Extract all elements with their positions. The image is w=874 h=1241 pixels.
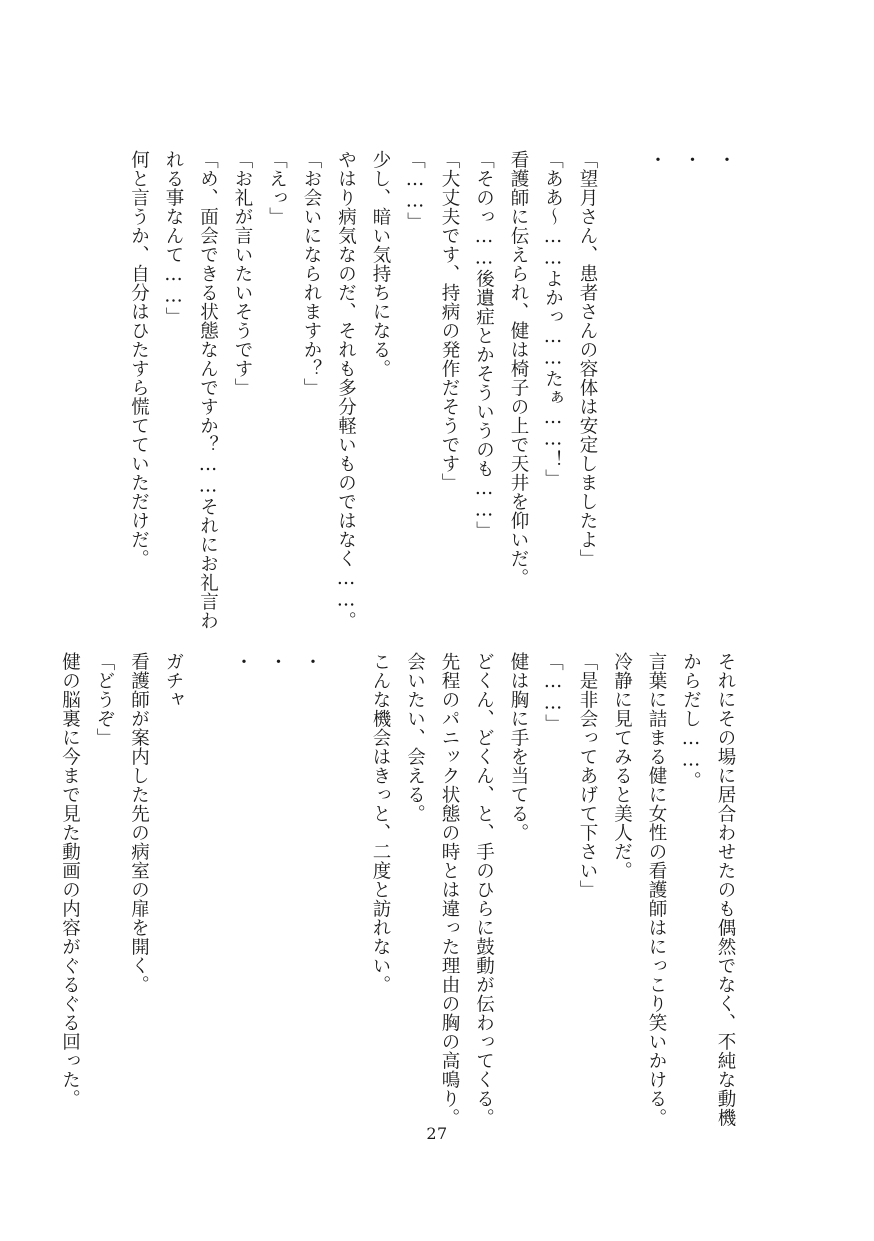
text-line: 「大丈夫です、持病の発作だそうです」 bbox=[439, 150, 460, 492]
text-line: ・ bbox=[232, 652, 253, 671]
text-line: ・ bbox=[301, 652, 322, 671]
text-line: やはり病気なのだ、それも多分軽いものではなく……。 bbox=[335, 150, 357, 630]
text-line: 「どうぞ」 bbox=[94, 652, 115, 747]
text-line: 何と言うか、自分はひたすら慌てていただけだ。 bbox=[128, 150, 150, 568]
text-line: 健は胸に手を当てる。 bbox=[508, 652, 529, 842]
text-line: れる事なんて……」 bbox=[163, 150, 184, 326]
text-line: 看護師に伝えられ、健は椅子の上で天井を仰いだ。 bbox=[508, 150, 529, 587]
text-line: 「……」 bbox=[542, 652, 564, 733]
text-line: 少し、暗い気持ちになる。 bbox=[370, 150, 391, 378]
text-line: 「お礼が言いたいそうです」 bbox=[232, 150, 253, 397]
text-line: ・ bbox=[680, 150, 702, 169]
text-line: 「そのっ……後遺症とかそういうのも……」 bbox=[473, 150, 495, 540]
text-line: ・ bbox=[715, 150, 736, 169]
text-line: 「望月さん、患者さんの容体は安定しましたよ」 bbox=[577, 150, 598, 568]
text-line: からだし……。 bbox=[680, 652, 702, 790]
page-number: 27 bbox=[426, 1124, 448, 1143]
text-line: どくん、どくん、と、手のひらに鼓動が伝わってくる。 bbox=[473, 652, 495, 1127]
text-line: ガチャ bbox=[163, 652, 184, 709]
text-line bbox=[328, 652, 363, 1122]
text-line: それにその場に居合わせたのも偶然でなく、不純な動機 bbox=[715, 652, 736, 1127]
text-line: 会いたい、会える。 bbox=[404, 652, 426, 823]
text-line: 看護師が案内した先の病室の扉を開く。 bbox=[128, 652, 150, 994]
text-line: 「是非会ってあげて下さい」 bbox=[577, 652, 598, 899]
text-line: 健の脳裏に今まで見た動画の内容がぐるぐる回った。 bbox=[59, 652, 81, 1108]
text-line: 「お会いになられますか？」 bbox=[301, 150, 322, 397]
text-line: ・ bbox=[646, 150, 667, 169]
text-line: 「め、面会できる状態なんですか？……それにお礼言わ bbox=[197, 150, 219, 630]
text-line: 先程のパニック状態の時とは違った理由の胸の高鳴り。 bbox=[439, 652, 460, 1127]
text-line bbox=[190, 652, 225, 1122]
text-line: 言葉に詰まる健に女性の看護師はにっこり笑いかける。 bbox=[646, 652, 667, 1127]
text-line: ・ bbox=[266, 652, 288, 671]
lower-text-block bbox=[52, 652, 742, 1127]
text-line: 「えっ」 bbox=[266, 150, 288, 226]
text-line: 冷静に見てみると美人だ。 bbox=[611, 652, 633, 880]
upper-text-block bbox=[121, 150, 742, 630]
text-line: 「ああ〜……よかっ……たぁ……！」 bbox=[542, 150, 564, 488]
text-line: 「……」 bbox=[404, 150, 426, 231]
text-line bbox=[604, 150, 639, 620]
text-line: こんな機会はきっと、二度と訪れない。 bbox=[370, 652, 391, 994]
